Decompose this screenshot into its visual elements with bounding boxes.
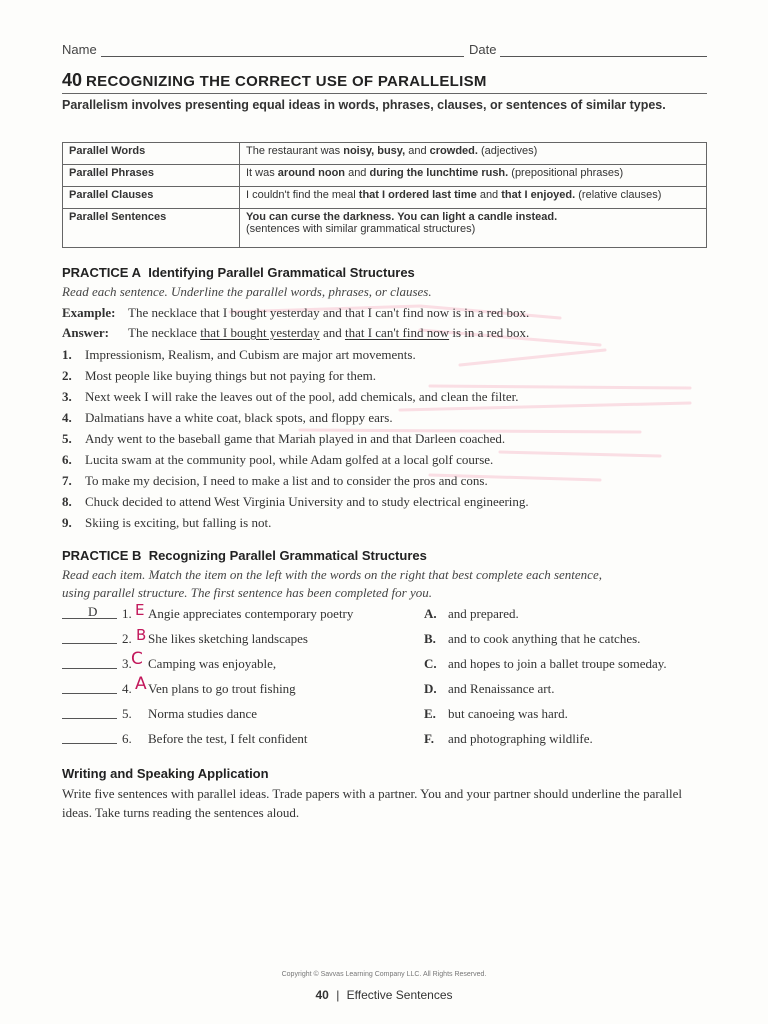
answer-line: Answer: The necklace that I bought yesterday and that I can't find now is in a red box. <box>62 325 530 340</box>
answer-blank[interactable] <box>62 693 117 694</box>
writing-heading: Writing and Speaking Application <box>62 766 269 781</box>
match-right-text: and to cook anything that he catches. <box>448 631 641 646</box>
matching-list <box>62 601 707 754</box>
lesson-title-text: RECOGNIZING THE CORRECT USE OF PARALLELISM <box>86 73 487 90</box>
match-left-text: Before the test, I felt confident <box>148 731 308 746</box>
date-field[interactable] <box>500 56 707 57</box>
practice-a-label: PRACTICE A <box>62 265 141 280</box>
match-row: 2. B She likes sketching landscapes B. and to cook anything that he catches. <box>62 629 707 654</box>
answer-label: Answer: <box>62 325 109 340</box>
row-example: I couldn't find the meal that I ordered last time and that I enjoyed. (relative clauses) <box>240 187 707 209</box>
match-right-text: and prepared. <box>448 606 519 621</box>
match-left-text: Ven plans to go trout fishing <box>148 681 296 696</box>
writing-body: Write five sentences with parallel ideas. Trade papers with a partner. You and your partner should underline the parallel ideas. Take turns reading the sentences aloud. <box>62 786 683 820</box>
list-item: 8. Chuck decided to attend West Virginia University and to study electrical engineering. <box>62 494 529 509</box>
underlined-clause: that I bought yesterday <box>200 325 320 340</box>
example-label: Example: <box>62 305 116 320</box>
match-row: 5. Norma studies dance E. but canoeing was hard. <box>62 704 707 729</box>
row-example: You can curse the darkness. You can light a candle instead. (sentences with similar grammatical structures) <box>240 209 707 248</box>
list-item: 5. Andy went to the baseball game that Mariah played in and that Darleen coached. <box>62 431 506 446</box>
practice-b-heading <box>62 548 427 563</box>
table-row <box>63 143 707 165</box>
match-right-text: and Renaissance art. <box>448 681 555 696</box>
name-field[interactable] <box>101 56 464 57</box>
match-row: 6. Before the test, I felt confident F. and photographing wildlife. <box>62 729 707 754</box>
table-row <box>63 187 707 209</box>
handwritten-letter: B <box>136 626 147 644</box>
table-row <box>63 209 707 248</box>
handwritten-letter: E <box>135 601 145 619</box>
footer-separator: | <box>336 988 340 1002</box>
match-left-text: Angie appreciates contemporary poetry <box>148 606 354 621</box>
match-right-text: but canoeing was hard. <box>448 706 568 721</box>
list-item: 9. Skiing is exciting, but falling is not. <box>62 515 272 530</box>
footer-section: Effective Sentences <box>346 988 453 1002</box>
practice-b-title: Recognizing Parallel Grammatical Structures <box>148 548 427 563</box>
row-example: The restaurant was noisy, busy, and crowded. (adjectives) <box>240 143 707 165</box>
handwritten-letter: A <box>135 674 147 694</box>
answer-blank[interactable] <box>62 668 117 669</box>
row-label: Parallel Words <box>63 143 240 165</box>
lesson-title <box>62 70 707 94</box>
match-right-text: and photographing wildlife. <box>448 731 593 746</box>
intro-text: Parallelism involves presenting equal ideas in words, phrases, clauses, or sentences of similar types. <box>62 98 666 112</box>
answer-blank[interactable] <box>62 718 117 719</box>
example-text: The necklace that I bought yesterday and that I can't find now is in a red box. <box>128 305 530 320</box>
row-label: Parallel Clauses <box>63 187 240 209</box>
row-label: Parallel Sentences <box>63 209 240 248</box>
practice-a-list <box>62 347 707 536</box>
practice-a-heading <box>62 265 415 280</box>
page-number: 40 <box>315 988 329 1002</box>
handwritten-letter: C <box>131 649 143 669</box>
match-row: 3. C Camping was enjoyable, C. and hopes to join a ballet troupe someday. <box>62 654 707 679</box>
answer-value: D <box>88 604 98 619</box>
underlined-clause: that I can't find now <box>344 325 450 340</box>
parallelism-table <box>62 142 707 248</box>
lesson-number: 40 <box>62 70 83 90</box>
list-item: 6. Lucita swam at the community pool, while Adam golfed at a local golf course. <box>62 452 494 467</box>
example-line <box>62 305 529 321</box>
answer-blank[interactable] <box>62 643 117 644</box>
match-left-text: Camping was enjoyable, <box>148 656 277 671</box>
match-row: 4. A Ven plans to go trout fishing D. and Renaissance art. <box>62 679 707 704</box>
copyright-notice: Copyright © Savvas Learning Company LLC. All Rights Reserved. <box>281 971 487 978</box>
name-label: Name <box>62 42 97 57</box>
name-date-line <box>62 42 707 60</box>
answer-blank[interactable] <box>62 743 117 744</box>
table-row <box>63 165 707 187</box>
practice-b-label: PRACTICE B <box>62 548 142 563</box>
list-item: 4. Dalmatians have a white coat, black spots, and floppy ears. <box>62 410 393 425</box>
list-item: 7. To make my decision, I need to make a list and to consider the pros and cons. <box>62 473 488 488</box>
practice-b-instructions-1: Read each item. Match the item on the left with the words on the right that best complete each sentence, <box>62 567 602 582</box>
match-left-text: She likes sketching landscapes <box>148 631 308 646</box>
practice-a-instructions: Read each sentence. Underline the parallel words, phrases, or clauses. <box>62 284 432 299</box>
date-label: Date <box>469 42 497 57</box>
match-row: D 1. E Angie appreciates contemporary poetry A. and prepared. <box>62 604 707 629</box>
row-label: Parallel Phrases <box>63 165 240 187</box>
list-item: 2. Most people like buying things but not paying for them. <box>62 368 377 383</box>
list-item: 1. Impressionism, Realism, and Cubism are major art movements. <box>62 347 416 362</box>
page-footer <box>0 988 768 1002</box>
practice-a-title: Identifying Parallel Grammatical Structures <box>148 265 415 280</box>
practice-b-instructions-2: using parallel structure. The first sentence has been completed for you. <box>62 585 432 600</box>
row-example: It was around noon and during the lunchtime rush. (prepositional phrases) <box>240 165 707 187</box>
match-left-text: Norma studies dance <box>148 706 258 721</box>
list-item: 3. Next week I will rake the leaves out of the pool, add chemicals, and clean the filter. <box>62 389 519 404</box>
match-right-text: and hopes to join a ballet troupe someday. <box>448 656 667 671</box>
